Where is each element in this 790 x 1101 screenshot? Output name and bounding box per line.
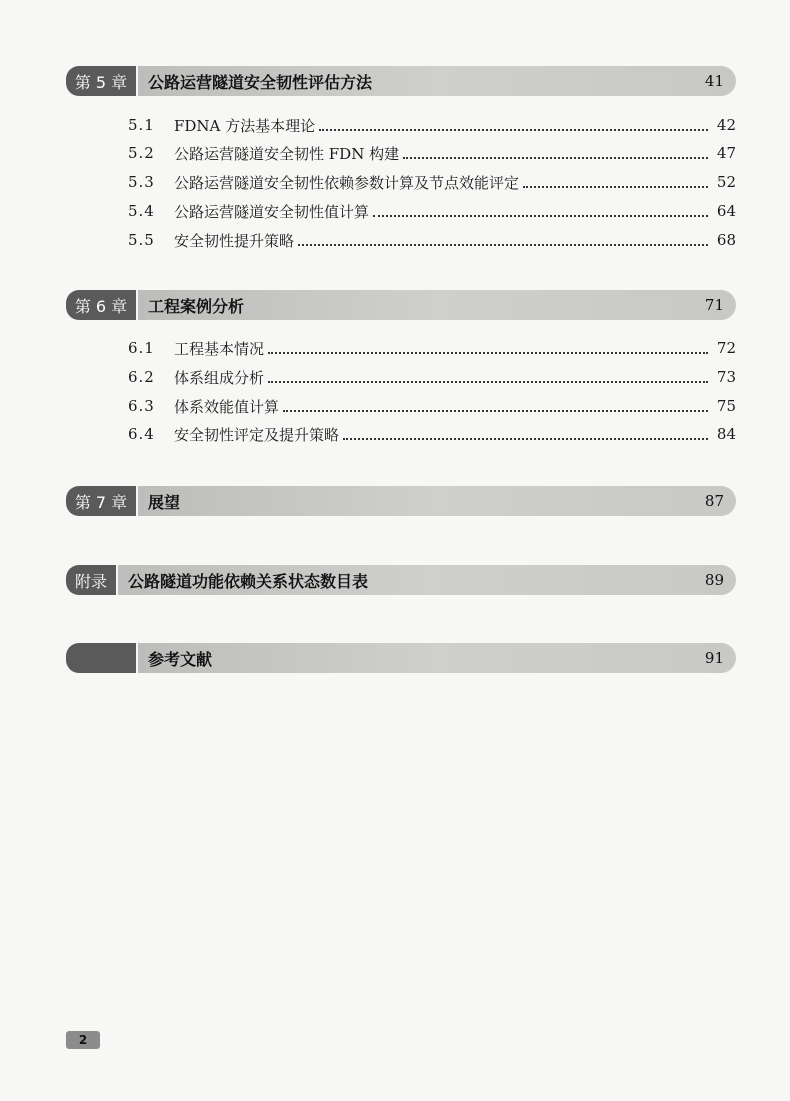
section-number: 6.2 <box>128 368 155 386</box>
leader-dots <box>268 350 708 354</box>
chapter-title-bar <box>138 290 736 320</box>
toc-entry[interactable] <box>128 423 736 445</box>
chapter-title-bar <box>138 643 736 673</box>
toc-entry[interactable] <box>128 337 736 359</box>
section-page: 68 <box>716 231 736 249</box>
section-number: 5.5 <box>128 231 155 249</box>
chapter-heading[interactable] <box>66 290 736 320</box>
section-page: 84 <box>716 425 736 443</box>
section-title: 体系组成分析 <box>174 368 265 387</box>
section-title: 安全韧性评定及提升策略 <box>174 425 340 444</box>
section-page: 75 <box>716 397 736 415</box>
section-title: 工程基本情况 <box>174 339 265 358</box>
chapter-tag: 第 7 章 <box>66 486 136 516</box>
section-title: FDNA 方法基本理论 <box>174 116 316 135</box>
leader-dots <box>268 379 708 383</box>
section-title: 体系效能值计算 <box>174 397 280 416</box>
section-number: 6.4 <box>128 425 155 443</box>
section-page: 73 <box>716 368 736 386</box>
appendix-tag: 附录 <box>66 565 116 595</box>
section-title: 公路运营隧道安全韧性值计算 <box>174 202 370 221</box>
page-number: 2 <box>66 1031 100 1049</box>
section-number: 5.3 <box>128 173 155 191</box>
toc-entry[interactable] <box>128 142 736 164</box>
toc-entry[interactable] <box>128 366 736 388</box>
chapter-title: 公路运营隧道安全韧性评估方法 <box>148 72 373 92</box>
references-title: 参考文献 <box>148 649 213 669</box>
chapter-page: 41 <box>704 72 724 90</box>
chapter-heading[interactable] <box>66 66 736 96</box>
chapter-page: 87 <box>704 492 724 510</box>
chapter-tag: 第 5 章 <box>66 66 136 96</box>
leader-dots <box>373 213 708 217</box>
chapter-title: 工程案例分析 <box>148 296 245 316</box>
chapter-title-bar <box>138 486 736 516</box>
toc-entry[interactable] <box>128 229 736 251</box>
section-number: 5.4 <box>128 202 155 220</box>
chapter-tag: 第 6 章 <box>66 290 136 320</box>
section-page: 42 <box>716 116 736 134</box>
chapter-page: 89 <box>704 571 724 589</box>
section-page: 64 <box>716 202 736 220</box>
toc-entry[interactable] <box>128 395 736 417</box>
leader-dots <box>403 155 708 159</box>
section-title: 公路运营隧道安全韧性依赖参数计算及节点效能评定 <box>174 173 520 192</box>
leader-dots <box>298 242 708 246</box>
section-number: 5.1 <box>128 116 155 134</box>
toc-entry[interactable] <box>128 114 736 136</box>
leader-dots <box>343 436 708 440</box>
appendix-title: 公路隧道功能依赖关系状态数目表 <box>128 571 369 591</box>
chapter-heading[interactable] <box>66 486 736 516</box>
section-page: 72 <box>716 339 736 357</box>
section-number: 6.1 <box>128 339 155 357</box>
chapter-page: 71 <box>704 296 724 314</box>
chapter-page: 91 <box>704 649 724 667</box>
section-title: 公路运营隧道安全韧性 FDN 构建 <box>174 144 400 163</box>
chapter-title-bar <box>118 565 736 595</box>
section-page: 52 <box>716 173 736 191</box>
toc-entry[interactable] <box>128 171 736 193</box>
leader-dots <box>319 127 708 131</box>
leader-dots <box>523 184 708 188</box>
section-page: 47 <box>716 144 736 162</box>
toc-entry[interactable] <box>128 200 736 222</box>
section-number: 5.2 <box>128 144 155 162</box>
section-number: 6.3 <box>128 397 155 415</box>
leader-dots <box>283 408 708 412</box>
appendix-heading[interactable] <box>66 565 736 595</box>
section-title: 安全韧性提升策略 <box>174 231 295 250</box>
chapter-title: 展望 <box>148 492 181 512</box>
references-tag <box>66 643 136 673</box>
references-heading[interactable] <box>66 643 736 673</box>
chapter-title-bar <box>138 66 736 96</box>
